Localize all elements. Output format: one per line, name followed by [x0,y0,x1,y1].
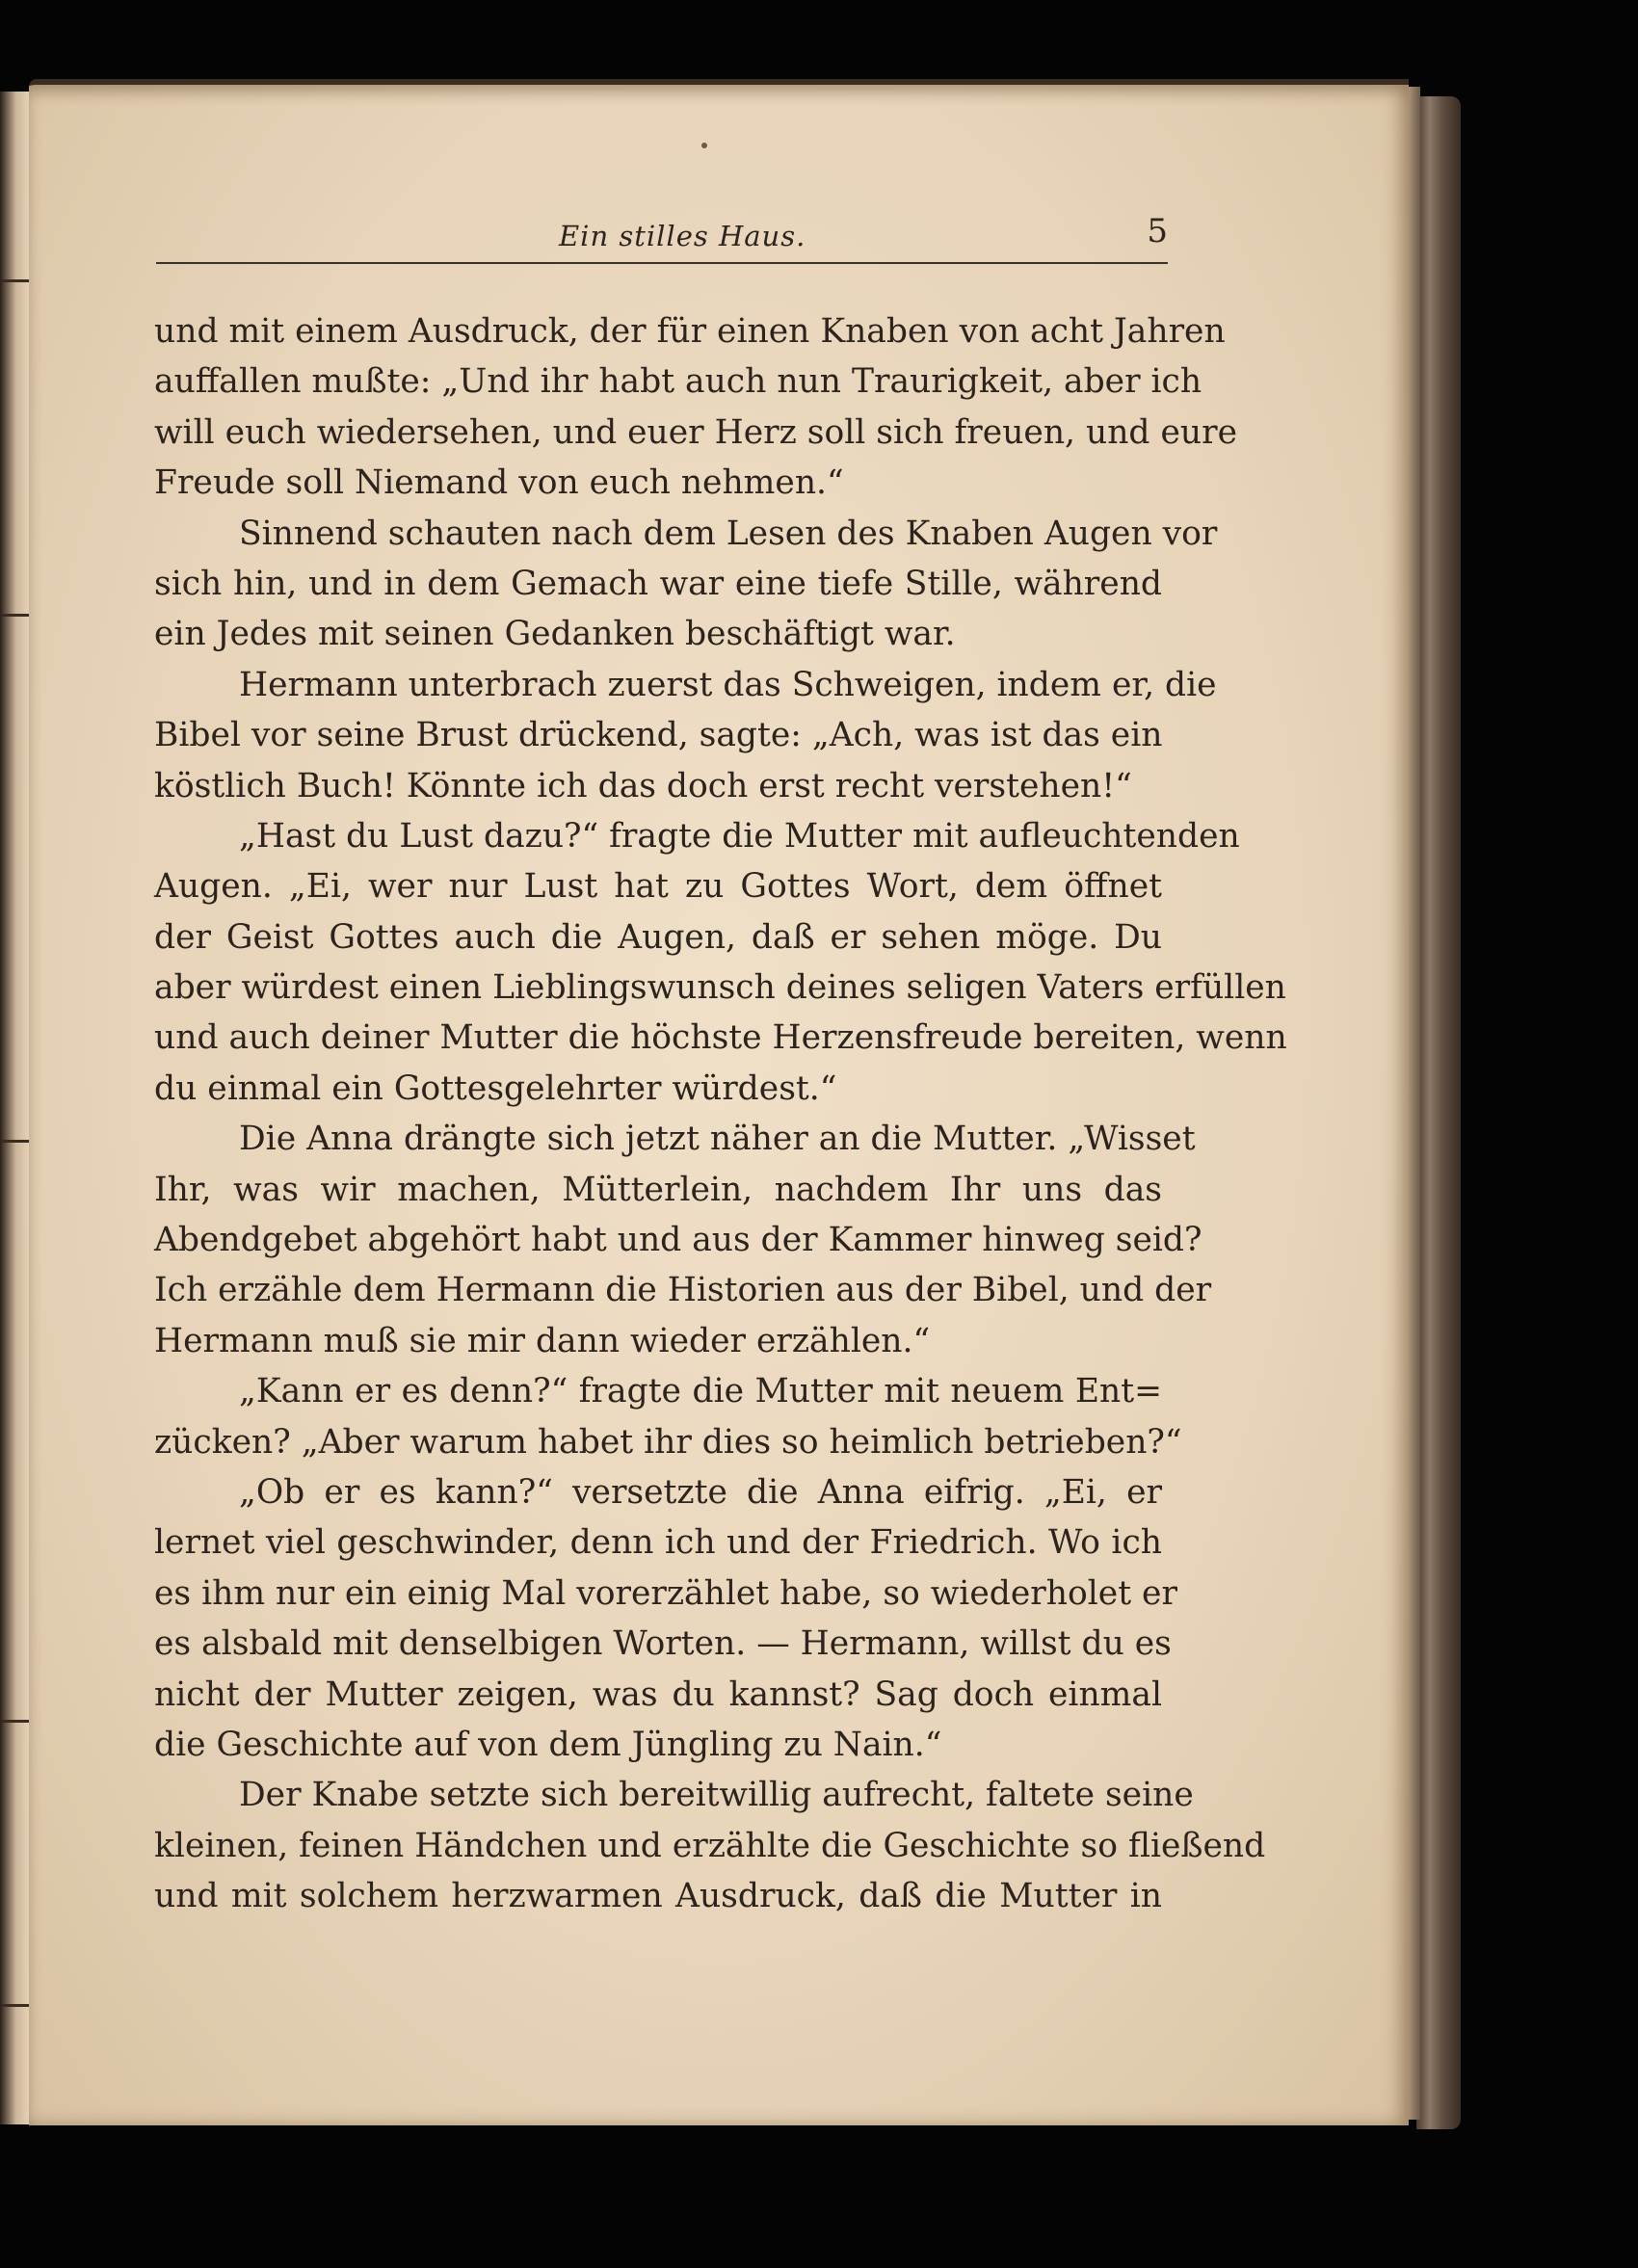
text-line: der Geist Gottes auch die Augen, daß er sehen möge. Du [154,917,1162,957]
page-block-edge [1407,87,1420,2120]
text-line: und mit solchem herzwarmen Ausdruck, daß die Mutter in [154,1877,1162,1916]
running-head: Ein stilles Haus. [559,220,806,252]
text-line: „Kann er es denn?“ fragte die Mutter mit neuem Ent= [239,1372,1162,1411]
text-line: du einmal ein Gottesgelehrter würdest.“ [154,1068,837,1108]
text-line: sich hin, und in dem Gemach war eine tiefe Stille, während [154,564,1162,603]
book-cover-edge [1416,96,1461,2129]
text-line: es ihm nur ein einig Mal vorerzählet habe, so wiederholet er [154,1573,1177,1613]
text-line: Freude soll Niemand von euch nehmen.“ [154,463,844,503]
text-line: auffallen mußte: „Und ihr habt auch nun Traurigkeit, aber ich [154,362,1202,402]
paper-speck [701,143,707,148]
text-line: will euch wiedersehen, und euer Herz soll sich freuen, und eure [154,412,1238,452]
text-line: köstlich Buch! Könnte ich das doch erst recht verstehen!“ [154,766,1132,805]
text-line: Ich erzähle dem Hermann die Historien aus der Bibel, und der [154,1271,1212,1310]
text-line: Hermann unterbrach zuerst das Schweigen, indem er, die [239,665,1217,704]
text-line: Ihr, was wir machen, Mütterlein, nachdem Ihr uns das [154,1170,1162,1209]
text-line: Abendgebet abgehört habt und aus der Kammer hinweg seid? [154,1221,1202,1260]
text-line: Augen. „Ei, wer nur Lust hat zu Gottes Wort, dem öffnet [154,867,1162,907]
text-line: und auch deiner Mutter die höchste Herzensfreude bereiten, wenn [154,1018,1287,1058]
text-line: „Ob er es kann?“ versetzte die Anna eifrig. „Ei, er [239,1472,1162,1512]
text-line: nicht der Mutter zeigen, was du kannst? Sag doch einmal [154,1675,1162,1714]
body-text [154,306,1287,1922]
text-line: Die Anna drängte sich jetzt näher an die Mutter. „Wisset [239,1120,1196,1159]
text-line: lernet viel geschwinder, denn ich und der Friedrich. Wo ich [154,1523,1162,1563]
text-line: zücken? „Aber warum habet ihr dies so heimlich betrieben?“ [154,1422,1182,1462]
page-header [156,212,1168,260]
text-line: kleinen, feinen Händchen und erzählte die Geschichte so fließend [154,1826,1266,1865]
text-line: Sinnend schauten nach dem Lesen des Knaben Augen vor [239,514,1218,553]
page-number: 5 [1147,212,1168,251]
text-line: aber würdest einen Lieblingswunsch deines seligen Vaters erfüllen [154,968,1286,1008]
text-line: ein Jedes mit seinen Gedanken beschäftigt war. [154,615,956,654]
text-line: Der Knabe setzte sich bereitwillig aufrecht, faltete seine [239,1776,1194,1815]
text-line: es alsbald mit denselbigen Worten. — Hermann, willst du es [154,1624,1172,1664]
header-rule [156,262,1168,264]
text-line: Hermann muß sie mir dann wieder erzählen.“ [154,1321,931,1360]
text-line: die Geschichte auf von dem Jüngling zu Nain.“ [154,1725,942,1764]
text-line: Bibel vor seine Brust drückend, sagte: „Ach, was ist das ein [154,716,1163,755]
text-line: „Hast du Lust dazu?“ fragte die Mutter mit aufleuchtenden [239,816,1240,856]
text-line: und mit einem Ausdruck, der für einen Knaben von acht Jahren [154,312,1226,351]
